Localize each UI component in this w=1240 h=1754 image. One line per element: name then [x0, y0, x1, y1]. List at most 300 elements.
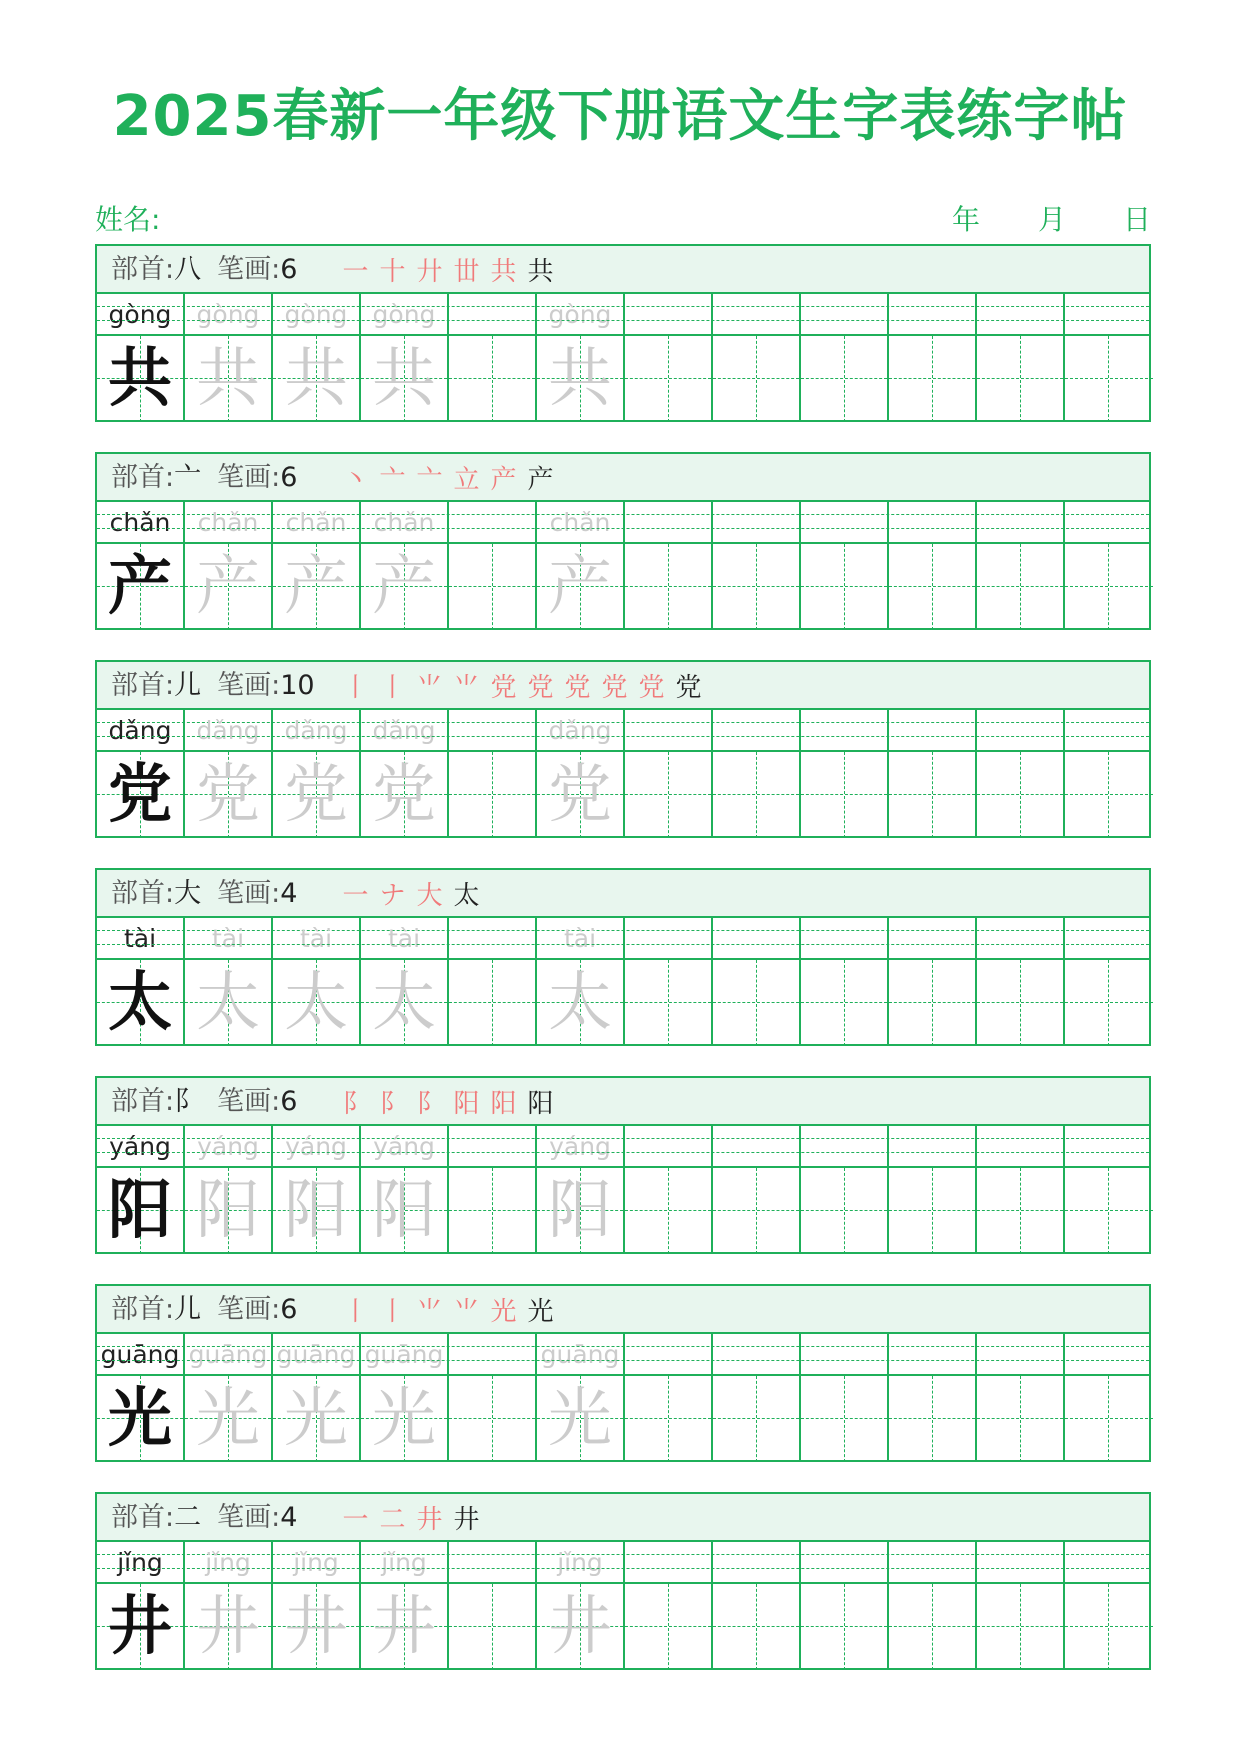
strokes-label: 笔画: — [217, 1502, 281, 1533]
character-main: 阳 — [108, 1173, 172, 1248]
character-main: 产 — [108, 549, 172, 624]
pinyin-cell — [1065, 294, 1153, 334]
pinyin-trace: gòng — [372, 300, 436, 329]
pinyin-cell — [185, 294, 273, 334]
char-cell[interactable] — [801, 960, 889, 1046]
char-cell[interactable] — [625, 336, 713, 422]
char-cell[interactable] — [185, 960, 273, 1046]
char-cell[interactable] — [185, 1168, 273, 1254]
character-trace: 共 — [196, 342, 260, 416]
pinyin-cell — [1065, 710, 1153, 750]
pinyin-cell — [625, 918, 713, 958]
char-cell[interactable] — [97, 544, 185, 630]
pinyin-trace: tài — [299, 924, 333, 953]
pinyin-trace: guāng — [364, 1340, 444, 1369]
stroke-step: ⺌ — [416, 1296, 443, 1327]
char-cell[interactable] — [449, 544, 537, 630]
char-cell[interactable] — [273, 1376, 361, 1462]
strokes-value: 4 — [280, 1502, 298, 1533]
char-cell[interactable] — [185, 336, 273, 422]
char-cell[interactable] — [889, 960, 977, 1046]
char-cell[interactable] — [801, 1584, 889, 1670]
pinyin-cell — [713, 1126, 801, 1166]
character-trace: 阳 — [196, 1174, 260, 1248]
stroke-step: 共 — [527, 256, 554, 287]
char-cell[interactable] — [713, 1168, 801, 1254]
char-cell[interactable] — [801, 544, 889, 630]
stroke-step: 阳 — [490, 1088, 517, 1119]
stroke-step: 阝 — [416, 1088, 443, 1119]
character-trace: 光 — [548, 1382, 612, 1456]
char-cell[interactable] — [449, 960, 537, 1046]
character-trace: 产 — [372, 550, 436, 624]
char-cell[interactable] — [977, 960, 1065, 1046]
char-cell[interactable] — [1065, 1584, 1153, 1670]
stroke-step: 丨 — [379, 1296, 406, 1327]
char-cell[interactable] — [273, 1168, 361, 1254]
character-trace: 产 — [548, 550, 612, 624]
char-cell[interactable] — [273, 752, 361, 838]
stroke-step: ⺌ — [453, 1296, 480, 1327]
pinyin-cell — [977, 918, 1065, 958]
stroke-step: 党 — [490, 672, 517, 703]
stroke-step: 井 — [453, 1504, 480, 1535]
char-cell[interactable] — [449, 336, 537, 422]
pinyin-cell — [713, 918, 801, 958]
radical-value: 大 — [174, 878, 202, 909]
pinyin-cell — [273, 1542, 361, 1582]
pinyin-cell — [801, 1542, 889, 1582]
char-cell[interactable] — [889, 1584, 977, 1670]
strokes-label: 笔画: — [217, 1086, 281, 1117]
character-trace: 井 — [548, 1590, 612, 1664]
character-trace: 太 — [196, 966, 260, 1040]
char-cell[interactable] — [1065, 544, 1153, 630]
pinyin-cell — [977, 502, 1065, 542]
pinyin-cell — [625, 294, 713, 334]
pinyin-cell — [625, 1126, 713, 1166]
pinyin-trace: chǎn — [549, 508, 611, 537]
pinyin-cell — [537, 1542, 625, 1582]
char-cell[interactable] — [361, 752, 449, 838]
stroke-step: 党 — [638, 672, 665, 703]
pinyin-trace: yáng — [373, 1132, 435, 1161]
char-cell[interactable] — [273, 544, 361, 630]
pinyin-cell — [713, 1334, 801, 1374]
char-cell[interactable] — [801, 336, 889, 422]
pinyin-row — [97, 918, 1149, 960]
pinyin-cell — [889, 1334, 977, 1374]
pinyin-cell — [185, 1334, 273, 1374]
char-cell[interactable] — [185, 752, 273, 838]
char-cell[interactable] — [625, 544, 713, 630]
char-cell[interactable] — [185, 1584, 273, 1670]
char-block — [95, 1284, 1151, 1462]
char-block — [95, 244, 1151, 422]
char-cell[interactable] — [977, 1168, 1065, 1254]
date-year-label: 年 — [952, 203, 981, 236]
character-main: 太 — [108, 965, 172, 1040]
char-cell[interactable] — [361, 544, 449, 630]
char-cell[interactable] — [713, 960, 801, 1046]
char-row — [97, 752, 1149, 838]
char-info — [111, 870, 297, 916]
pinyin-cell — [185, 1542, 273, 1582]
stroke-step: 党 — [675, 672, 702, 703]
stroke-order — [337, 454, 559, 500]
char-block — [95, 1492, 1151, 1670]
pinyin-cell — [273, 918, 361, 958]
stroke-step: 廾 — [416, 256, 443, 287]
pinyin-cell — [97, 502, 185, 542]
char-row — [97, 1168, 1149, 1254]
char-cell[interactable] — [97, 1376, 185, 1462]
char-block — [95, 868, 1151, 1046]
character-trace: 阳 — [284, 1174, 348, 1248]
stroke-step: 亠 — [379, 464, 406, 495]
char-info — [111, 1078, 297, 1124]
char-cell[interactable] — [713, 1376, 801, 1462]
stroke-step: 亠 — [416, 464, 443, 495]
radical-label: 部首: — [111, 462, 175, 493]
pinyin-cell — [273, 1126, 361, 1166]
pinyin-cell — [449, 502, 537, 542]
char-cell[interactable] — [889, 752, 977, 838]
pinyin-main: chǎn — [109, 508, 171, 537]
char-block — [95, 660, 1151, 838]
pinyin-row — [97, 1334, 1149, 1376]
stroke-step: 井 — [416, 1504, 443, 1535]
char-info-header — [97, 662, 1149, 710]
pinyin-cell — [889, 1126, 977, 1166]
pinyin-cell — [449, 918, 537, 958]
pinyin-cell — [273, 502, 361, 542]
pinyin-trace: dǎng — [284, 716, 348, 745]
radical-label: 部首: — [111, 1086, 175, 1117]
char-info-header — [97, 870, 1149, 918]
stroke-step: 光 — [490, 1296, 517, 1327]
char-cell[interactable] — [625, 752, 713, 838]
char-cell[interactable] — [713, 1584, 801, 1670]
pinyin-cell — [449, 710, 537, 750]
pinyin-trace: guāng — [276, 1340, 356, 1369]
strokes-label: 笔画: — [217, 670, 281, 701]
pinyin-trace: chǎn — [197, 508, 259, 537]
pinyin-cell — [713, 502, 801, 542]
stroke-step: 一 — [342, 880, 369, 911]
pinyin-cell — [1065, 1334, 1153, 1374]
character-trace: 太 — [548, 966, 612, 1040]
pinyin-trace: yáng — [197, 1132, 259, 1161]
pinyin-trace: yáng — [549, 1132, 611, 1161]
char-cell[interactable] — [185, 1376, 273, 1462]
character-main: 党 — [108, 757, 172, 832]
pinyin-trace: gòng — [548, 300, 612, 329]
pinyin-cell — [537, 502, 625, 542]
char-cell[interactable] — [889, 544, 977, 630]
pinyin-cell — [625, 1542, 713, 1582]
char-cell[interactable] — [97, 960, 185, 1046]
char-cell[interactable] — [97, 1168, 185, 1254]
name-label: 姓名: — [95, 203, 161, 236]
character-trace: 共 — [372, 342, 436, 416]
pinyin-cell — [537, 710, 625, 750]
date-month-label: 月 — [1038, 203, 1067, 236]
char-cell[interactable] — [537, 960, 625, 1046]
pinyin-cell — [361, 502, 449, 542]
strokes-value: 6 — [280, 254, 298, 285]
page-title: 2025春新一年级下册语文生字表练字帖 — [112, 84, 1128, 149]
pinyin-cell — [801, 918, 889, 958]
strokes-value: 10 — [280, 670, 315, 701]
pinyin-cell — [889, 294, 977, 334]
character-trace: 阳 — [372, 1174, 436, 1248]
character-trace: 井 — [284, 1590, 348, 1664]
char-cell[interactable] — [625, 1584, 713, 1670]
pinyin-cell — [185, 710, 273, 750]
pinyin-cell — [449, 1126, 537, 1166]
pinyin-cell — [97, 918, 185, 958]
strokes-value: 6 — [280, 462, 298, 493]
character-trace: 共 — [548, 342, 612, 416]
radical-label: 部首: — [111, 254, 175, 285]
char-cell[interactable] — [625, 1376, 713, 1462]
char-cell[interactable] — [361, 1376, 449, 1462]
pinyin-cell — [537, 1334, 625, 1374]
pinyin-cell — [801, 1334, 889, 1374]
stroke-order — [337, 870, 485, 916]
strokes-value: 6 — [280, 1086, 298, 1117]
pinyin-main: dǎng — [108, 716, 172, 745]
strokes-value: 6 — [280, 1294, 298, 1325]
radical-value: 亠 — [174, 462, 202, 493]
char-cell[interactable] — [801, 752, 889, 838]
stroke-step: ナ — [379, 880, 406, 911]
pinyin-cell — [625, 1334, 713, 1374]
char-cell[interactable] — [273, 1584, 361, 1670]
pinyin-row — [97, 1126, 1149, 1168]
stroke-step: 产 — [527, 464, 554, 495]
char-cell[interactable] — [537, 336, 625, 422]
pinyin-cell — [449, 1542, 537, 1582]
pinyin-main: tài — [123, 924, 157, 953]
stroke-step: 阳 — [453, 1088, 480, 1119]
char-row — [97, 960, 1149, 1046]
char-info — [111, 1286, 297, 1332]
char-cell[interactable] — [273, 960, 361, 1046]
char-cell[interactable] — [977, 336, 1065, 422]
char-cell[interactable] — [977, 544, 1065, 630]
char-block — [95, 1076, 1151, 1254]
char-info — [111, 246, 297, 292]
char-cell[interactable] — [977, 1376, 1065, 1462]
stroke-step: 党 — [527, 672, 554, 703]
character-trace: 党 — [196, 758, 260, 832]
stroke-order — [337, 246, 559, 292]
pinyin-cell — [713, 1542, 801, 1582]
char-cell[interactable] — [1065, 1168, 1153, 1254]
pinyin-trace: gòng — [196, 300, 260, 329]
char-cell[interactable] — [1065, 752, 1153, 838]
pinyin-cell — [97, 710, 185, 750]
character-trace: 光 — [196, 1382, 260, 1456]
char-cell[interactable] — [889, 1168, 977, 1254]
character-trace: 产 — [196, 550, 260, 624]
radical-value: 二 — [174, 1502, 202, 1533]
stroke-step: 党 — [601, 672, 628, 703]
pinyin-cell — [361, 294, 449, 334]
pinyin-cell — [537, 294, 625, 334]
char-cell[interactable] — [361, 960, 449, 1046]
pinyin-cell — [97, 1542, 185, 1582]
pinyin-trace: jǐng — [205, 1548, 251, 1577]
char-cell[interactable] — [625, 960, 713, 1046]
pinyin-cell — [801, 294, 889, 334]
pinyin-row — [97, 710, 1149, 752]
char-block — [95, 452, 1151, 630]
pinyin-trace: chǎn — [373, 508, 435, 537]
pinyin-trace: chǎn — [285, 508, 347, 537]
pinyin-cell — [361, 918, 449, 958]
char-row — [97, 1584, 1149, 1670]
char-cell[interactable] — [1065, 336, 1153, 422]
pinyin-cell — [977, 710, 1065, 750]
pinyin-cell — [185, 502, 273, 542]
pinyin-cell — [537, 918, 625, 958]
pinyin-trace: guāng — [540, 1340, 620, 1369]
char-cell[interactable] — [361, 1584, 449, 1670]
char-cell[interactable] — [449, 752, 537, 838]
radical-label: 部首: — [111, 878, 175, 909]
char-cell[interactable] — [801, 1376, 889, 1462]
char-cell[interactable] — [185, 544, 273, 630]
char-cell[interactable] — [1065, 1376, 1153, 1462]
pinyin-trace: dǎng — [548, 716, 612, 745]
char-cell[interactable] — [625, 1168, 713, 1254]
pinyin-cell — [977, 294, 1065, 334]
char-cell[interactable] — [889, 336, 977, 422]
stroke-step: 丗 — [453, 256, 480, 287]
character-trace: 太 — [284, 966, 348, 1040]
pinyin-cell — [625, 502, 713, 542]
char-cell[interactable] — [537, 1376, 625, 1462]
char-cell[interactable] — [713, 336, 801, 422]
pinyin-trace: yáng — [285, 1132, 347, 1161]
char-cell[interactable] — [977, 752, 1065, 838]
char-cell[interactable] — [977, 1584, 1065, 1670]
character-trace: 太 — [372, 966, 436, 1040]
radical-value: 阝 — [174, 1086, 202, 1117]
pinyin-cell — [185, 918, 273, 958]
character-trace: 光 — [372, 1382, 436, 1456]
char-info — [111, 454, 297, 500]
char-cell[interactable] — [97, 336, 185, 422]
character-trace: 党 — [548, 758, 612, 832]
char-cell[interactable] — [97, 1584, 185, 1670]
char-cell[interactable] — [537, 544, 625, 630]
stroke-step: 太 — [453, 880, 480, 911]
pinyin-cell — [97, 1126, 185, 1166]
stroke-step: ⺌ — [453, 672, 480, 703]
char-info-header — [97, 1078, 1149, 1126]
pinyin-cell — [361, 1542, 449, 1582]
strokes-value: 4 — [280, 878, 298, 909]
pinyin-cell — [977, 1126, 1065, 1166]
pinyin-cell — [537, 1126, 625, 1166]
character-trace: 光 — [284, 1382, 348, 1456]
char-cell[interactable] — [449, 1376, 537, 1462]
radical-value: 八 — [174, 254, 202, 285]
character-trace: 产 — [284, 550, 348, 624]
stroke-step: 产 — [490, 464, 517, 495]
pinyin-cell — [185, 1126, 273, 1166]
stroke-step: 大 — [416, 880, 443, 911]
character-main: 共 — [108, 341, 172, 416]
char-cell[interactable] — [537, 752, 625, 838]
date-day-label: 日 — [1123, 203, 1152, 236]
stroke-order — [337, 1078, 559, 1124]
char-info-header — [97, 1286, 1149, 1334]
pinyin-cell — [889, 918, 977, 958]
char-cell[interactable] — [713, 544, 801, 630]
char-cell[interactable] — [713, 752, 801, 838]
char-cell[interactable] — [889, 1376, 977, 1462]
stroke-step: 二 — [379, 1504, 406, 1535]
pinyin-cell — [273, 710, 361, 750]
pinyin-main: gòng — [108, 300, 172, 329]
stroke-step: 丶 — [342, 464, 369, 495]
char-cell[interactable] — [361, 1168, 449, 1254]
pinyin-trace: gòng — [284, 300, 348, 329]
pinyin-cell — [361, 1334, 449, 1374]
radical-value: 儿 — [174, 1294, 202, 1325]
char-info — [111, 662, 315, 708]
pinyin-cell — [361, 1126, 449, 1166]
stroke-step: 阳 — [527, 1088, 554, 1119]
char-cell[interactable] — [537, 1584, 625, 1670]
stroke-step: 丨 — [342, 1296, 369, 1327]
radical-label: 部首: — [111, 1294, 175, 1325]
stroke-step: 阝 — [342, 1088, 369, 1119]
char-cell[interactable] — [361, 336, 449, 422]
pinyin-cell — [361, 710, 449, 750]
pinyin-trace: tài — [563, 924, 597, 953]
pinyin-cell — [1065, 502, 1153, 542]
pinyin-cell — [977, 1542, 1065, 1582]
pinyin-main: guāng — [100, 1340, 180, 1369]
stroke-step: 党 — [564, 672, 591, 703]
pinyin-cell — [1065, 1542, 1153, 1582]
pinyin-trace: tài — [387, 924, 421, 953]
char-cell[interactable] — [97, 752, 185, 838]
pinyin-main: yáng — [109, 1132, 171, 1161]
char-cell[interactable] — [449, 1168, 537, 1254]
pinyin-cell — [625, 710, 713, 750]
char-cell[interactable] — [449, 1584, 537, 1670]
pinyin-trace: dǎng — [196, 716, 260, 745]
char-cell[interactable] — [801, 1168, 889, 1254]
char-cell[interactable] — [537, 1168, 625, 1254]
pinyin-cell — [97, 294, 185, 334]
char-cell[interactable] — [273, 336, 361, 422]
pinyin-cell — [1065, 918, 1153, 958]
character-trace: 党 — [284, 758, 348, 832]
pinyin-cell — [713, 294, 801, 334]
pinyin-main: jǐng — [117, 1548, 163, 1577]
stroke-step: 十 — [379, 256, 406, 287]
char-info-header — [97, 454, 1149, 502]
char-cell[interactable] — [1065, 960, 1153, 1046]
